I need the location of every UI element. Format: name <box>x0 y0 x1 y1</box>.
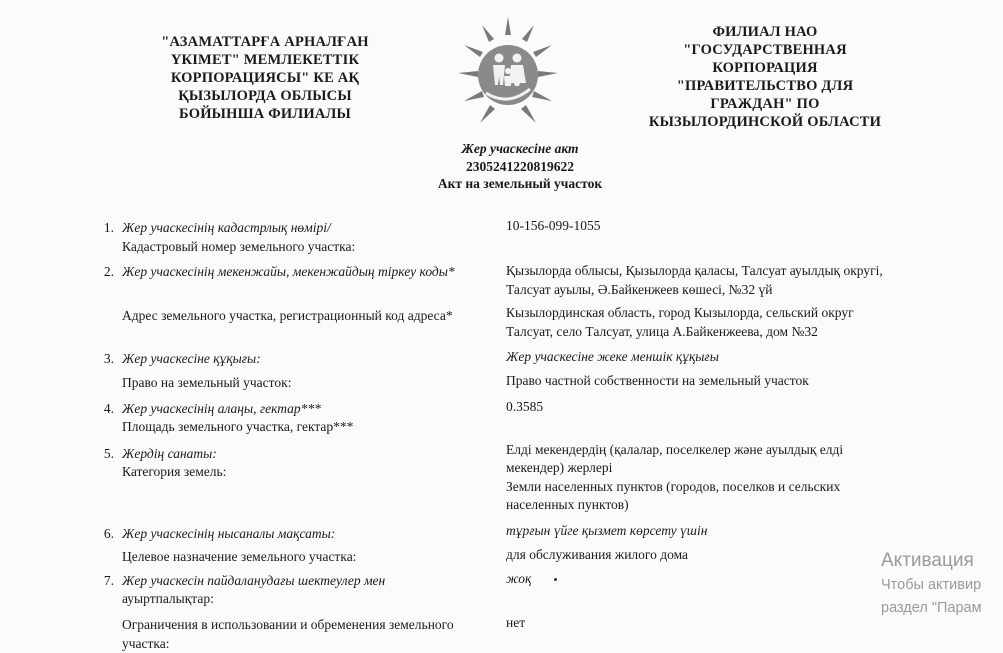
sun-disc-icon <box>478 45 538 105</box>
item-label-purpose-ru: Целевое назначение земельного участка: <box>122 549 357 564</box>
item-label-area-ru: Площадь земельного участка, гектар*** <box>122 419 354 434</box>
item-label-category-ru: Категория земель: <box>122 464 227 479</box>
header-left-line: КОРПОРАЦИЯСЫ" КЕ АҚ <box>170 70 360 86</box>
item-value-address-ru: Талсуат, село Талсуат, улица А.Байкенжеева, дом №32 <box>506 324 818 339</box>
item-number: 4. <box>103 401 114 416</box>
item-value-address-ru: Кызылординская область, город Кызылорда, сельский округ <box>506 305 854 320</box>
item-value-cadastral: 10-156-099-1055 <box>506 218 601 233</box>
act-title-ru: Акт на земельный участок <box>437 176 603 191</box>
item-value-restrictions-kz: жоқ <box>506 571 532 586</box>
item-label-area-kz: Жер учаскесінің алаңы, гектар*** <box>122 401 321 416</box>
watermark-title: Активация <box>881 550 974 571</box>
header-right-ru <box>615 23 915 131</box>
header-right-line: ГРАЖДАН" ПО <box>710 96 820 112</box>
act-title-block <box>380 140 660 193</box>
sun-family-logo <box>458 15 558 135</box>
header-right-line: "ГОСУДАРСТВЕННАЯ <box>683 42 847 58</box>
watermark-line: раздел "Парам <box>881 600 982 616</box>
item-label-restrictions-kz: Жер учаскесін пайдаланудағы шектеулер мен <box>122 573 386 588</box>
header-left-line: "АЗАМАТТАРҒА АРНАЛҒАН <box>161 34 369 50</box>
item-label-restrictions-ru: участка: <box>122 636 170 651</box>
act-title-kz: Жер учаскесіне акт <box>461 141 579 156</box>
item-number: 6. <box>103 526 114 541</box>
item-value-area: 0.3585 <box>506 399 544 414</box>
header-right-line: "ПРАВИТЕЛЬСТВО ДЛЯ <box>676 78 854 94</box>
item-value-right-kz: Жер учаскесіне жеке меншік құқығы <box>506 349 719 364</box>
header-left-line: ҚЫЗЫЛОРДА ОБЛЫСЫ <box>178 88 352 104</box>
act-number: 2305241220819622 <box>466 158 574 174</box>
item-label-cadastral-kz: Жер учаскесінің кадастрлық нөмірі/ <box>122 220 331 235</box>
item-number: 2. <box>103 264 114 279</box>
item-number: 3. <box>103 351 114 366</box>
item-value-restrictions-ru: нет <box>506 615 526 630</box>
item-label-address-ru: Адрес земельного участка, регистрационный код адреса* <box>122 308 453 323</box>
item-label-restrictions-ru: Ограничения в использовании и обременения земельного <box>122 617 454 632</box>
item-number: 5. <box>103 446 114 461</box>
item-value-purpose-ru: для обслуживания жилого дома <box>506 547 689 562</box>
item-value-category: населенных пунктов) <box>506 497 629 512</box>
item-value-category: Елді мекендердің (қалалар, поселкелер және ауылдық елді <box>506 442 844 457</box>
header-right-line: КЫЗЫЛОРДИНСКОЙ ОБЛАСТИ <box>648 114 882 130</box>
item-label-category-kz: Жердің санаты: <box>122 446 217 461</box>
item-value-category: Земли населенных пунктов (городов, поселков и сельских <box>506 479 841 494</box>
item-number: 1. <box>103 220 114 235</box>
item-value-right-ru: Право частной собственности на земельный участок <box>506 373 809 388</box>
item-label-right-kz: Жер учаскесіне құқығы: <box>122 351 261 366</box>
header-left-line: ҮКІМЕТ" МЕМЛЕКЕТТІК <box>170 52 360 68</box>
header-left-line: БОЙЫНША ФИЛИАЛЫ <box>179 106 351 122</box>
header-right-line: КОРПОРАЦИЯ <box>712 60 818 76</box>
windows-activation-watermark <box>881 548 982 620</box>
item-number: 7. <box>103 573 114 588</box>
speck <box>554 578 557 581</box>
item-value-category: мекендер) жерлері <box>506 460 613 475</box>
item-label-restrictions-kz: ауыртпалықтар: <box>122 591 214 606</box>
item-label-cadastral-ru: Кадастровый номер земельного участка: <box>122 239 356 254</box>
item-value-address-kz: Талсуат ауылы, Ә.Байкенжеев көшесі, №32 үй <box>506 282 773 297</box>
item-value-address-kz: Қызылорда облысы, Қызылорда қаласы, Талсуат ауылдық округі, <box>506 263 883 278</box>
item-label-right-ru: Право на земельный участок: <box>122 375 292 390</box>
item-label-purpose-kz: Жер учаскесінің нысаналы мақсаты: <box>122 526 336 541</box>
header-right-line: ФИЛИАЛ НАО <box>712 24 818 40</box>
header-left-kz <box>140 33 390 123</box>
item-label-address-kz: Жер учаскесінің мекенжайы, мекенжайдың тіркеу коды* <box>122 264 455 279</box>
watermark-line: Чтобы активир <box>881 577 982 593</box>
item-value-purpose-kz: тұрғын үйге қызмет көрсету үшін <box>506 523 708 538</box>
